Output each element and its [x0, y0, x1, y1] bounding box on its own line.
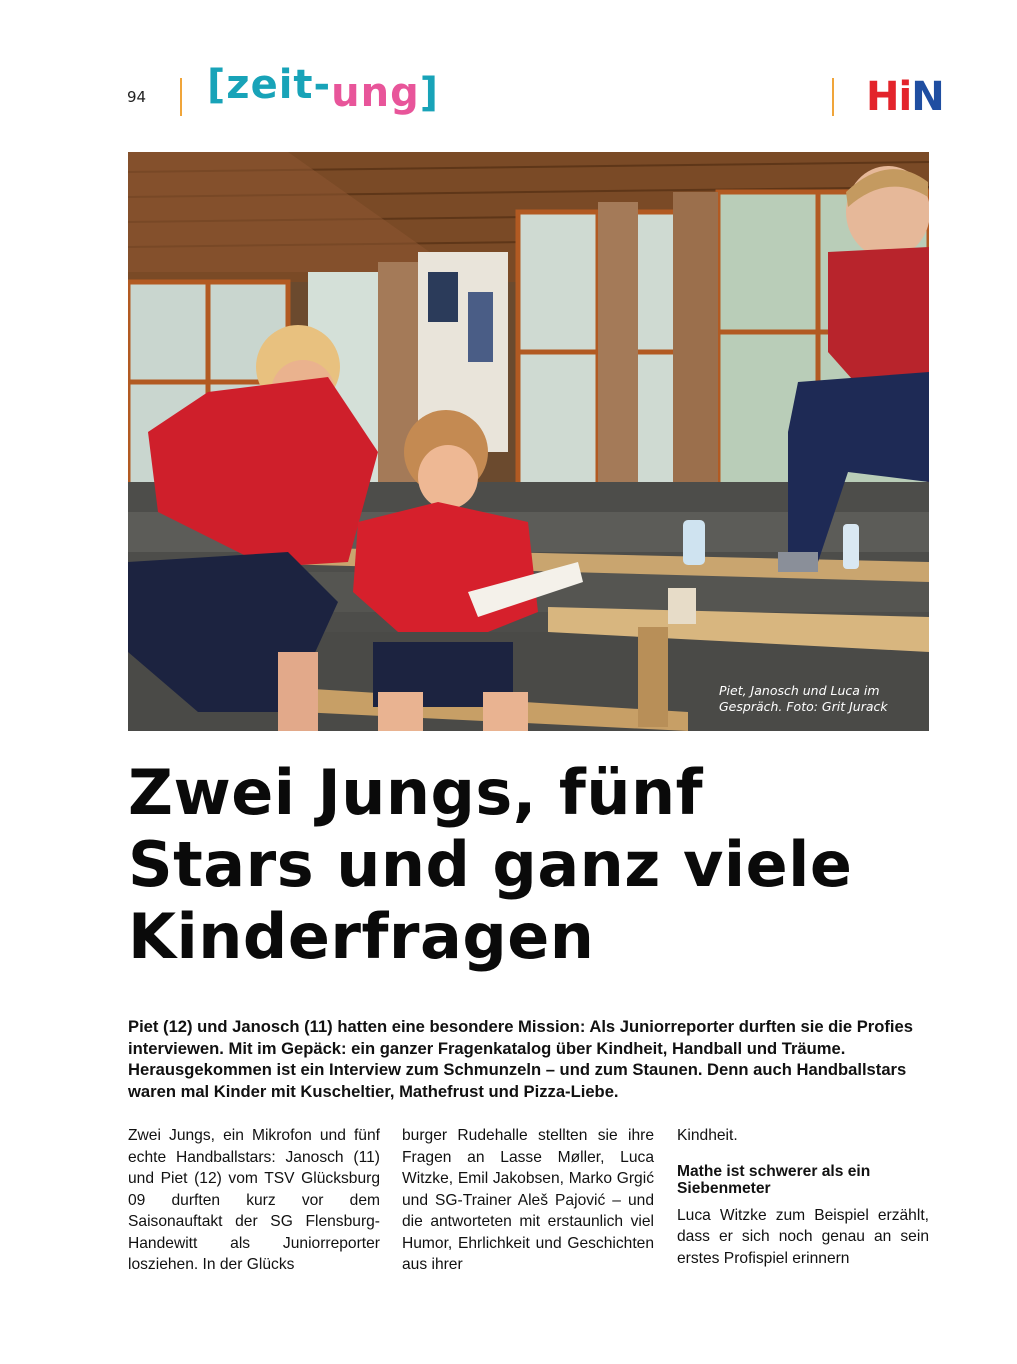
body-column-3-start: Kindheit.: [677, 1127, 738, 1144]
hin-logo-n: N: [911, 74, 944, 120]
photo-caption-line2: Gespräch. Foto: Grit Jurack: [719, 699, 888, 714]
hin-logo-i: i: [898, 74, 912, 120]
logo-bracket-open: [: [207, 62, 227, 108]
logo-part-zeit: zeit-: [226, 62, 332, 108]
header-divider-left: [180, 78, 182, 116]
body-column-3-end: Luca Witzke zum Beispiel erzählt, dass er sich noch genau an sein erstes Profispiel erinnern: [677, 1206, 929, 1267]
hin-logo: [866, 76, 944, 118]
logo-bracket-close: ]: [419, 70, 439, 116]
body-column-1-text: Zwei Jungs, ein Mikrofon und fünf echte Handballstars: Janosch (11) und Piet (12) vom TSV Glücksburg 09 durften kurz vor dem Saisonauftakt der SG Flensburg-Handewitt als Juniorreporter losziehen. In der Glücks: [128, 1127, 380, 1273]
body-column-2-text: burger Rudehalle stellten sie ihre Fragen an Lasse Møller, Luca Witzke, Emil Jakobsen, Marko Grgić und SG-Trainer Aleš Pajović – und die antworteten mit erstaunlich viel Humor, Ehrlichkeit und Geschichten aus ihrer: [402, 1127, 654, 1273]
header-divider-right: [832, 78, 834, 116]
article-headline: [128, 757, 948, 973]
article-photo: [128, 152, 929, 731]
headline-line-2: Stars und ganz viele: [128, 828, 853, 901]
body-column-1: [128, 1125, 380, 1276]
section-subheading: Mathe ist schwerer als ein Siebenmeter: [677, 1162, 871, 1197]
photo-caption-line1: Piet, Janosch und Luca im: [719, 683, 880, 698]
body-column-3: [677, 1125, 929, 1269]
logo-part-ung: ung: [331, 70, 420, 116]
hin-logo-h: H: [866, 74, 899, 120]
page-number: 94: [127, 88, 147, 106]
headline-line-3: Kinderfragen: [128, 900, 595, 973]
zeitung-logo: [207, 62, 439, 116]
article-lead: Piet (12) und Janosch (11) hatten eine besondere Mission: Als Juniorreporter durften sie die Profies interviewen. Mit im Gepäck: ein ganzer Fragenkatalog über Kindheit, Handball und Träume. Herausgekommen ist ein Interview zum Schmunzeln – und zum Staunen. Denn auch Handballstars waren mal Kinder mit Kuscheltier, Mathefrust und Pizza-Liebe.: [128, 1017, 913, 1101]
photo-illustration: [128, 152, 929, 731]
body-column-2: [402, 1125, 654, 1276]
photo-caption: [719, 683, 909, 715]
headline-line-1: Zwei Jungs, fünf: [128, 756, 704, 829]
